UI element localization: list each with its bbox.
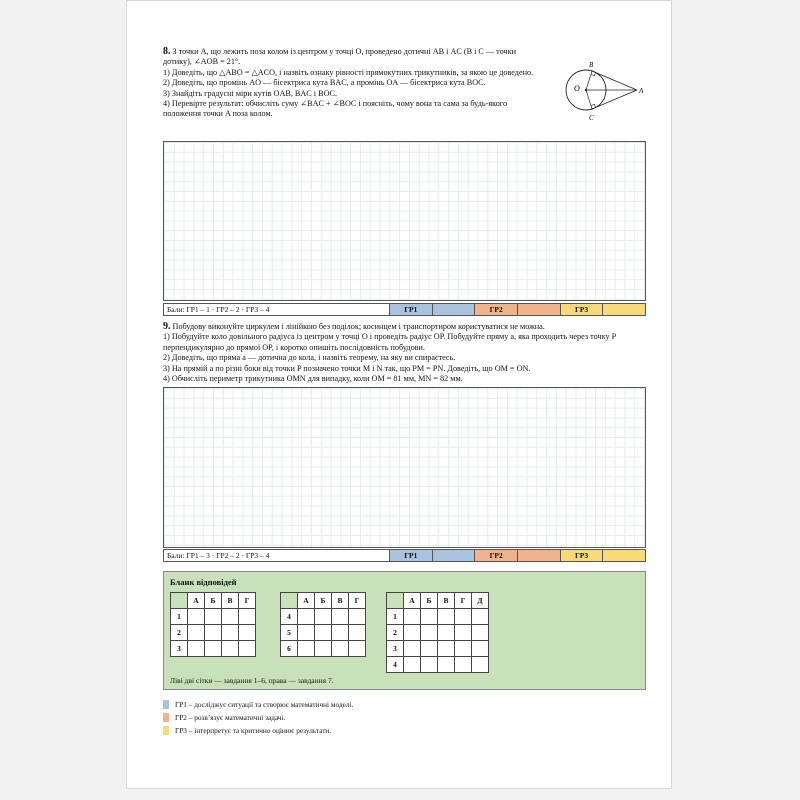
answer-sheet-title: Бланк відповідей <box>170 577 237 587</box>
answer-cell[interactable] <box>438 609 455 625</box>
col-header: Д <box>472 593 489 609</box>
answer-cell[interactable] <box>222 609 239 625</box>
answer-cell[interactable] <box>205 641 222 657</box>
col-header: А <box>298 593 315 609</box>
answer-cell[interactable] <box>298 609 315 625</box>
col-header: А <box>404 593 421 609</box>
answer-cell[interactable] <box>472 609 489 625</box>
row-header: 6 <box>281 641 298 657</box>
score-bar-task-8 <box>163 303 646 316</box>
answer-sheet-note: Ліві дві сітки — завдання 1–6, права — завдання 7. <box>170 676 334 685</box>
answer-cell[interactable] <box>404 625 421 641</box>
row-header: 2 <box>171 625 188 641</box>
answer-cell[interactable] <box>298 625 315 641</box>
gr3-cell: ГР3 <box>561 550 604 561</box>
task-item: 2) Доведіть, що промінь AO — бісектриса кута BAC, а промінь OA — бісектриса кута BOC. <box>163 78 486 88</box>
answer-cell[interactable] <box>421 657 438 673</box>
gr2-score-cell[interactable] <box>518 304 561 315</box>
col-header: В <box>332 593 349 609</box>
gr3-cell: ГР3 <box>561 304 604 315</box>
answer-cell[interactable] <box>455 657 472 673</box>
answer-cell[interactable] <box>205 625 222 641</box>
legend-swatch <box>163 713 169 722</box>
task-item: 3) Знайдіть градусні міри кутів OAB, BAC і BOC. <box>163 88 338 98</box>
gr3-score-cell[interactable] <box>603 550 645 561</box>
answer-grid-task-8[interactable] <box>163 141 646 301</box>
gr3-score-cell[interactable] <box>603 304 645 315</box>
label-c: C <box>589 114 594 122</box>
answer-cell[interactable] <box>438 657 455 673</box>
gr1-cell: ГР1 <box>390 304 433 315</box>
tangent-figure <box>561 57 647 123</box>
row-header: 1 <box>387 609 404 625</box>
row-header: 2 <box>387 625 404 641</box>
task-number: 9. <box>163 321 171 332</box>
gr2-cell: ГР2 <box>475 550 518 561</box>
answer-cell[interactable] <box>239 609 256 625</box>
worksheet-page <box>126 0 672 789</box>
answer-cell[interactable] <box>332 609 349 625</box>
row-header: 1 <box>171 609 188 625</box>
answer-cell[interactable] <box>222 625 239 641</box>
table-corner <box>171 593 188 609</box>
answer-cell[interactable] <box>438 641 455 657</box>
answer-cell[interactable] <box>315 625 332 641</box>
answer-cell[interactable] <box>188 641 205 657</box>
answer-sheet <box>163 571 646 690</box>
answer-cell[interactable] <box>332 625 349 641</box>
legend-text: ГР3 – інтерпретує та критично оцінює результати. <box>175 726 332 735</box>
col-header: А <box>188 593 205 609</box>
tangent-ac <box>592 90 637 109</box>
task-item: 3) На прямій a по різні боки від точки P позначено точки M і N так, що PM = PN. Доведіть, що OM = ON. <box>163 363 531 373</box>
col-header: Г <box>455 593 472 609</box>
row-header: 5 <box>281 625 298 641</box>
radius-ob <box>586 71 592 90</box>
col-header: Г <box>349 593 366 609</box>
answer-cell[interactable] <box>472 625 489 641</box>
task-item: 4) Обчисліть периметр трикутника OMN для випадку, коли OM = 81 мм, MN = 82 мм. <box>163 374 463 384</box>
legend-swatch <box>163 726 169 735</box>
legend-text: ГР2 – розв’язує математичні задачі. <box>175 713 286 722</box>
legend-item-gr1 <box>163 700 353 710</box>
answer-cell[interactable] <box>332 641 349 657</box>
col-header: Б <box>205 593 222 609</box>
task-item: 4) Перевірте результат: обчисліть суму ∠BAC + ∠BOC і поясніть, чому вона та сама за будь-якого положення точки A поза колом. <box>163 99 508 119</box>
col-header: Б <box>421 593 438 609</box>
radius-oc <box>586 90 592 109</box>
score-label: Бали: ГР1 – 3 · ГР2 – 2 · ГР3 – 4 <box>164 550 390 561</box>
score-label: Бали: ГР1 – 1 · ГР2 – 2 · ГР3 – 4 <box>164 304 390 315</box>
gr2-score-cell[interactable] <box>518 550 561 561</box>
answer-cell[interactable] <box>455 609 472 625</box>
task-item: 2) Доведіть, що пряма a — дотична до кола, і назвіть теорему, на яку ви спираєтесь. <box>163 353 456 363</box>
row-header: 3 <box>171 641 188 657</box>
answer-cell[interactable] <box>404 641 421 657</box>
answer-cell[interactable] <box>188 625 205 641</box>
answer-cell[interactable] <box>298 641 315 657</box>
answer-grid-task-9[interactable] <box>163 387 646 548</box>
row-header: 3 <box>387 641 404 657</box>
answer-cell[interactable] <box>205 609 222 625</box>
label-o: O <box>574 84 580 93</box>
row-header: 4 <box>281 609 298 625</box>
legend-item-gr2 <box>163 713 285 723</box>
col-header: Г <box>239 593 256 609</box>
task-item: 1) Доведіть, що △ABO = △ACO, і назвіть ознаку рівності прямокутних трикутників, за якою це доведено. <box>163 67 534 77</box>
answer-cell[interactable] <box>315 641 332 657</box>
score-bar-task-9 <box>163 549 646 562</box>
legend-item-gr3 <box>163 726 331 736</box>
task-number: 8. <box>163 46 171 57</box>
table-corner <box>387 593 404 609</box>
answer-cell[interactable] <box>239 641 256 657</box>
col-header: В <box>438 593 455 609</box>
label-a: A <box>639 87 644 95</box>
answer-cell[interactable] <box>472 641 489 657</box>
answer-cell[interactable] <box>239 625 256 641</box>
task-intro: З точки A, що лежить поза колом із центром у точці O, проведено дотичні AB і AC (B і C — точки дотику), ∠AOB = 21°. <box>163 47 516 67</box>
gr1-score-cell[interactable] <box>433 304 476 315</box>
answer-cell[interactable] <box>438 625 455 641</box>
answer-cell[interactable] <box>349 641 366 657</box>
answer-cell[interactable] <box>455 625 472 641</box>
tangent-ab <box>592 71 637 90</box>
task-intro: Побудову виконуйте циркулем і лінійкою без поділок; косинцем і транспортиром користуватися не можна. <box>172 322 545 331</box>
gr2-cell: ГР2 <box>475 304 518 315</box>
answer-cell[interactable] <box>188 609 205 625</box>
answer-cell[interactable] <box>472 657 489 673</box>
answer-cell[interactable] <box>404 609 421 625</box>
answer-cell[interactable] <box>349 625 366 641</box>
gr1-score-cell[interactable] <box>433 550 476 561</box>
task-9-text <box>163 322 647 384</box>
answer-cell[interactable] <box>421 609 438 625</box>
answer-table-middle <box>280 592 366 657</box>
answer-cell[interactable] <box>421 625 438 641</box>
answer-table-right <box>386 592 489 673</box>
legend-swatch <box>163 700 169 709</box>
answer-cell[interactable] <box>222 641 239 657</box>
task-item: 1) Побудуйте коло довільного радіуса із центром у точці O і проведіть радіус OP. Побудуйте пряму a, яка проходить через точку P перпендикулярно до прямої OP, і коротко опишіть послідовність побудови. <box>163 332 616 352</box>
col-header: В <box>222 593 239 609</box>
answer-cell[interactable] <box>349 609 366 625</box>
gr1-cell: ГР1 <box>390 550 433 561</box>
answer-cell[interactable] <box>455 641 472 657</box>
legend-text: ГР1 – досліджує ситуації та створює математичні моделі. <box>175 700 354 709</box>
col-header: Б <box>315 593 332 609</box>
answer-cell[interactable] <box>404 657 421 673</box>
answer-table-left <box>170 592 256 657</box>
answer-cell[interactable] <box>421 641 438 657</box>
answer-cell[interactable] <box>315 609 332 625</box>
row-header: 4 <box>387 657 404 673</box>
task-8-text <box>163 47 539 120</box>
table-corner <box>281 593 298 609</box>
label-b: B <box>589 61 594 69</box>
